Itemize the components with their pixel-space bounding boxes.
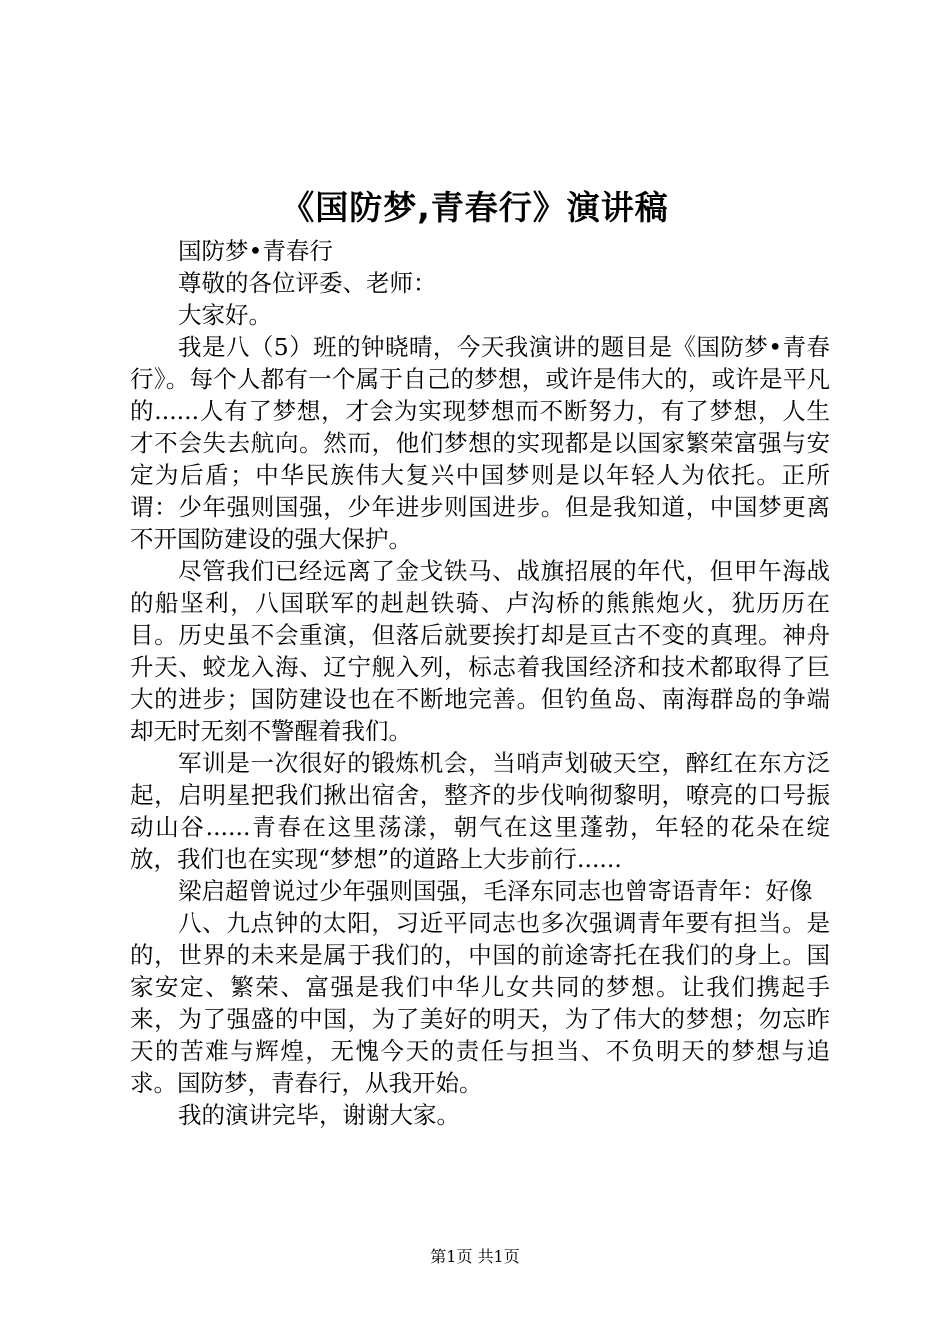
paragraph-quote: 梁启超曾说过少年强则国强，毛泽东同志也曾寄语青年：好像: [178, 877, 813, 905]
paragraph-greeting: 大家好。: [178, 301, 272, 329]
paragraph-salutation: 尊敬的各位评委、老师：: [178, 269, 437, 297]
page-number: 第1页 共1页: [430, 1247, 520, 1266]
paragraph-subtitle: 国防梦•青春行: [178, 237, 333, 265]
paragraph-closing: 我的演讲完毕，谢谢大家。: [178, 1101, 460, 1129]
paragraph-future: 八、九点钟的太阳，习近平同志也多次强调青年要有担当。是的，世界的未来是属于我们的，中国的前途寄托在我们的身上。国家安定、繁荣、富强是我们中华儿女共同的梦想。让我们携起手来，为了强盛的中国，为了美好的明天，为了伟大的梦想；勿忘昨天的苦难与辉煌，无愧今天的责任与担当、不负明天的梦想与追求。国防梦，青春行，从我开始。: [130, 909, 830, 1097]
paragraph-history: 尽管我们已经远离了金戈铁马、战旗招展的年代，但甲午海战的船坚利，八国联军的赳赳铁骑、卢沟桥的熊熊炮火，犹历历在目。历史虽不会重演，但落后就要挨打却是亘古不变的真理。神舟升天、蛟龙入海、辽宁舰入列，标志着我国经济和技术都取得了巨大的进步；国防建设也在不断地完善。但钓鱼岛、南海群岛的争端却无时无刻不警醒着我们。: [130, 557, 830, 745]
paragraph-military-training: 军训是一次很好的锻炼机会，当哨声划破天空，醉红在东方泛起，启明星把我们揪出宿舍，整齐的步伐响彻黎明，嘹亮的口号振动山谷......青春在这里荡漾，朝气在这里蓬勃，年轻的花朵在绽放，我们也在实现“梦想”的道路上大步前行......: [130, 749, 830, 873]
paragraph-introduction: 我是八（5）班的钟晓晴，今天我演讲的题目是《国防梦•青春行》。每个人都有一个属于自己的梦想，或许是伟大的，或许是平凡的......人有了梦想，才会为实现梦想而不断努力，有了梦想，人生才不会失去航向。然而，他们梦想的实现都是以国家繁荣富强与安定为后盾；中华民族伟大复兴中国梦则是以年轻人为依托。正所谓：少年强则国强，少年进步则国进步。但是我知道，中国梦更离不开国防建设的强大保护。: [130, 333, 830, 553]
document-body: [130, 235, 830, 1131]
document-title: 《国防梦,青春行》演讲稿: [281, 188, 669, 227]
